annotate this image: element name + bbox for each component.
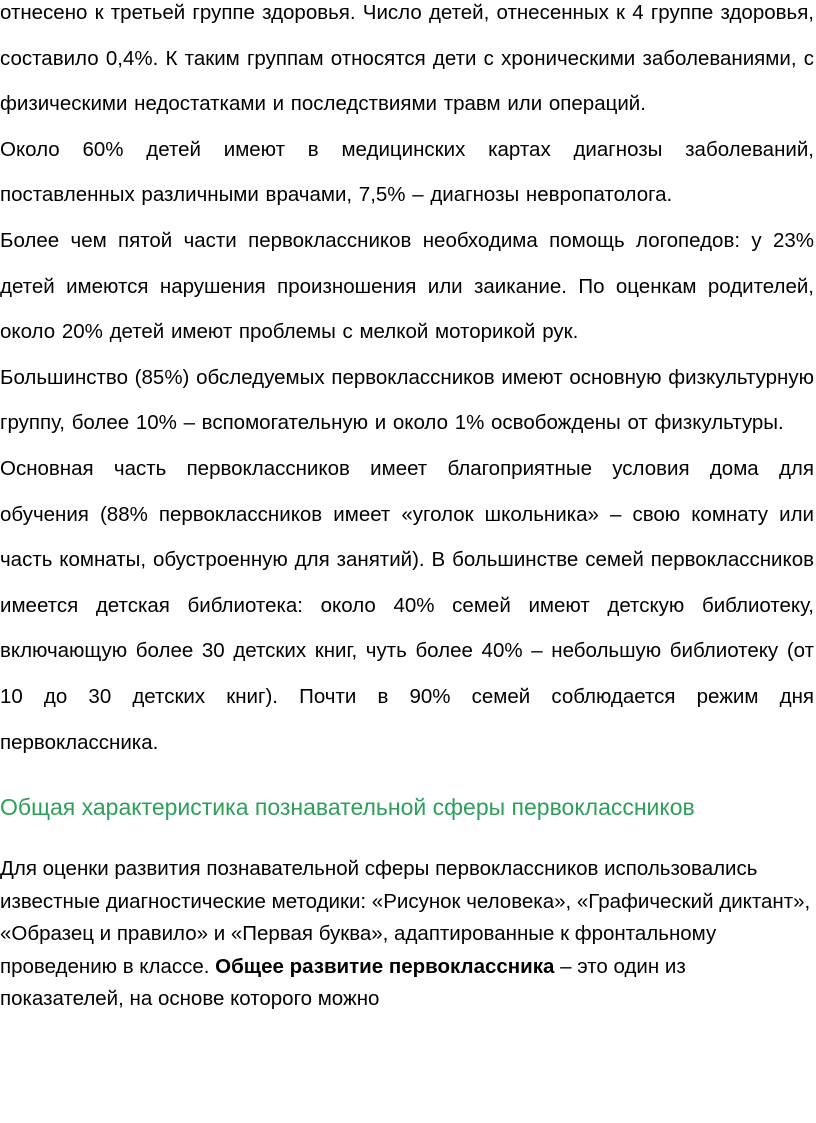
paragraph-diagnoses: Около 60% детей имеют в медицинских картах диагнозы заболеваний, поставленных различными врачами, 7,5% – диагнозы невропатолога.	[0, 137, 814, 207]
section-heading: Общая характеристика познавательной сферы первоклассников	[0, 794, 695, 821]
section-body-text-1: Для оценки развития познавательной сферы первоклассников использовались известные диагностические методики: «Рисунок человека», «Графический диктант», «Образец и правило» и «Первая буква», адаптированные к фронтальному проведению в классе.	[0, 857, 811, 978]
paragraph-physical-education: Большинство (85%) обследуемых первоклассников имеют основную физкультурную группу, более 10% – вспомогательную и около 1% освобождены от физкультуры.	[0, 365, 814, 435]
paragraph-home-conditions: Основная часть первоклассников имеет благоприятные условия дома для обучения (88% первоклассников имеет «уголок школьника» – свою комнату или часть комнаты, обустроенную для занятий). В большинстве семей первоклассников имеется детская библиотека: около 40% семей имеют детскую библиотеку, включающую более 30 детских книг, чуть более 40% – небольшую библиотеку (от 10 до 30 детских книг). Почти в 90% семей соблюдается режим дня первоклассника.	[0, 456, 814, 754]
section-body-text-2: – это один из показателей, на основе которого можно	[0, 954, 686, 1011]
paragraph-speech-therapy: Более чем пятой части первоклассников необходима помощь логопедов: у 23% детей имеются нарушения произношения или заикание. По оценкам родителей, около 20% детей имеют проблемы с мелкой моторикой рук.	[0, 228, 814, 344]
section-body-paragraph	[0, 853, 814, 1016]
paragraph-health-groups: отнесено к третьей группе здоровья. Число детей, отнесенных к 4 группе здоровья, составило 0,4%. К таким группам относятся дети с хроническими заболеваниями, с физическими недостатками и последствиями травм или операций.	[0, 1, 814, 116]
section-body-bold-term: Общее развитие первоклассника	[215, 954, 555, 978]
